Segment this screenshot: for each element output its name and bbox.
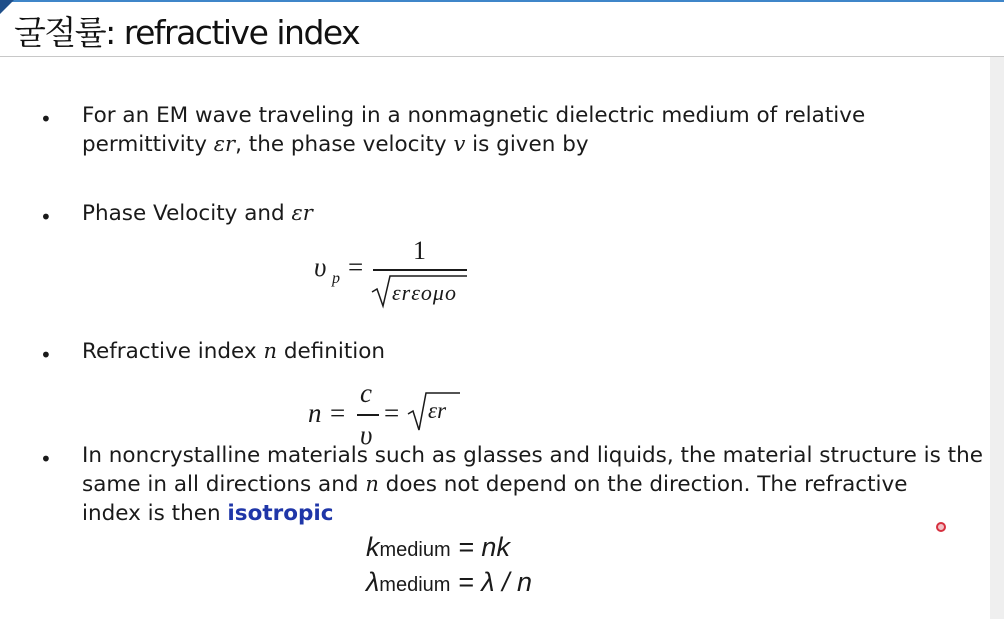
eq-vp-lhs: υ (314, 252, 327, 282)
right-edge-strip (990, 57, 1004, 619)
epsilon-r-symbol: εr (291, 201, 313, 225)
bullet-2-line (82, 199, 313, 228)
bullet-1-line-1: For an EM wave traveling in a nonmagnetic dielectric medium of relative (82, 103, 866, 128)
eq-vp-fraction-bar (373, 269, 467, 271)
n-symbol: n (263, 339, 277, 363)
eq-n-fraction-bar (357, 414, 379, 416)
k-subscript: medium (379, 539, 451, 561)
bullet-3-line (82, 337, 385, 366)
bullet-4-text-a: same in all directions and (82, 472, 366, 497)
top-accent-bar (0, 0, 1004, 2)
lambda-symbol: λ (366, 567, 380, 597)
bullet-4-line-2 (82, 470, 907, 499)
bullet-4-text-c: index is then (82, 501, 228, 526)
eq-n-lhs: n (308, 398, 322, 428)
bullet-1-text-b: , the phase velocity (235, 132, 454, 157)
bullet-3-text-a: Refractive index (82, 339, 264, 364)
eq-vp-numerator: 1 (413, 236, 426, 265)
lambda-subscript: medium (379, 574, 451, 596)
laser-pointer-dot (936, 522, 946, 532)
eq-n-equals: = (330, 398, 346, 428)
equation-k-medium (366, 532, 510, 563)
title-divider (0, 56, 1004, 57)
bullet-2-text: Phase Velocity and (82, 201, 292, 226)
bullet-4-line-3 (82, 499, 334, 528)
lambda-rhs: = λ / n (457, 567, 533, 597)
eq-vp-radicand: εrεoμo (392, 280, 457, 305)
bullet-marker: • (40, 447, 52, 471)
slide-title: 굴절률: refractive index (14, 13, 360, 52)
equation-refractive-index (300, 372, 470, 452)
k-rhs: = nk (458, 532, 510, 562)
n-symbol: n (365, 472, 379, 496)
eq-n-radicand: εr (428, 398, 447, 423)
bullet-1-text-c: is given by (465, 132, 589, 157)
bullet-4-line-1: In noncrystalline materials such as glasses and liquids, the material structure is the (82, 443, 983, 468)
bullet-marker: • (40, 205, 52, 229)
isotropic-emphasis: isotropic (227, 501, 334, 526)
eq-vp-sub: p (332, 270, 340, 287)
eq-n-denominator: υ (360, 420, 373, 450)
bullet-marker: • (40, 343, 52, 367)
bullet-1-text-a: permittivity (82, 132, 214, 157)
eq-vp-equals: = (348, 252, 364, 282)
equation-lambda-medium (366, 567, 532, 598)
eq-n-numerator: c (360, 378, 372, 408)
equation-phase-velocity (300, 230, 480, 320)
bullet-1-line-2 (82, 130, 589, 159)
epsilon-r-symbol: εr (213, 132, 236, 156)
bullet-3-text-b: definition (276, 339, 386, 364)
eq-n-equals-2: = (384, 398, 400, 428)
k-symbol: k (366, 532, 380, 562)
bullet-4-text-b: does not depend on the direction. The refractive (378, 472, 908, 497)
bullet-marker: • (40, 107, 52, 131)
v-symbol: v (453, 132, 466, 156)
corner-accent (0, 0, 14, 14)
